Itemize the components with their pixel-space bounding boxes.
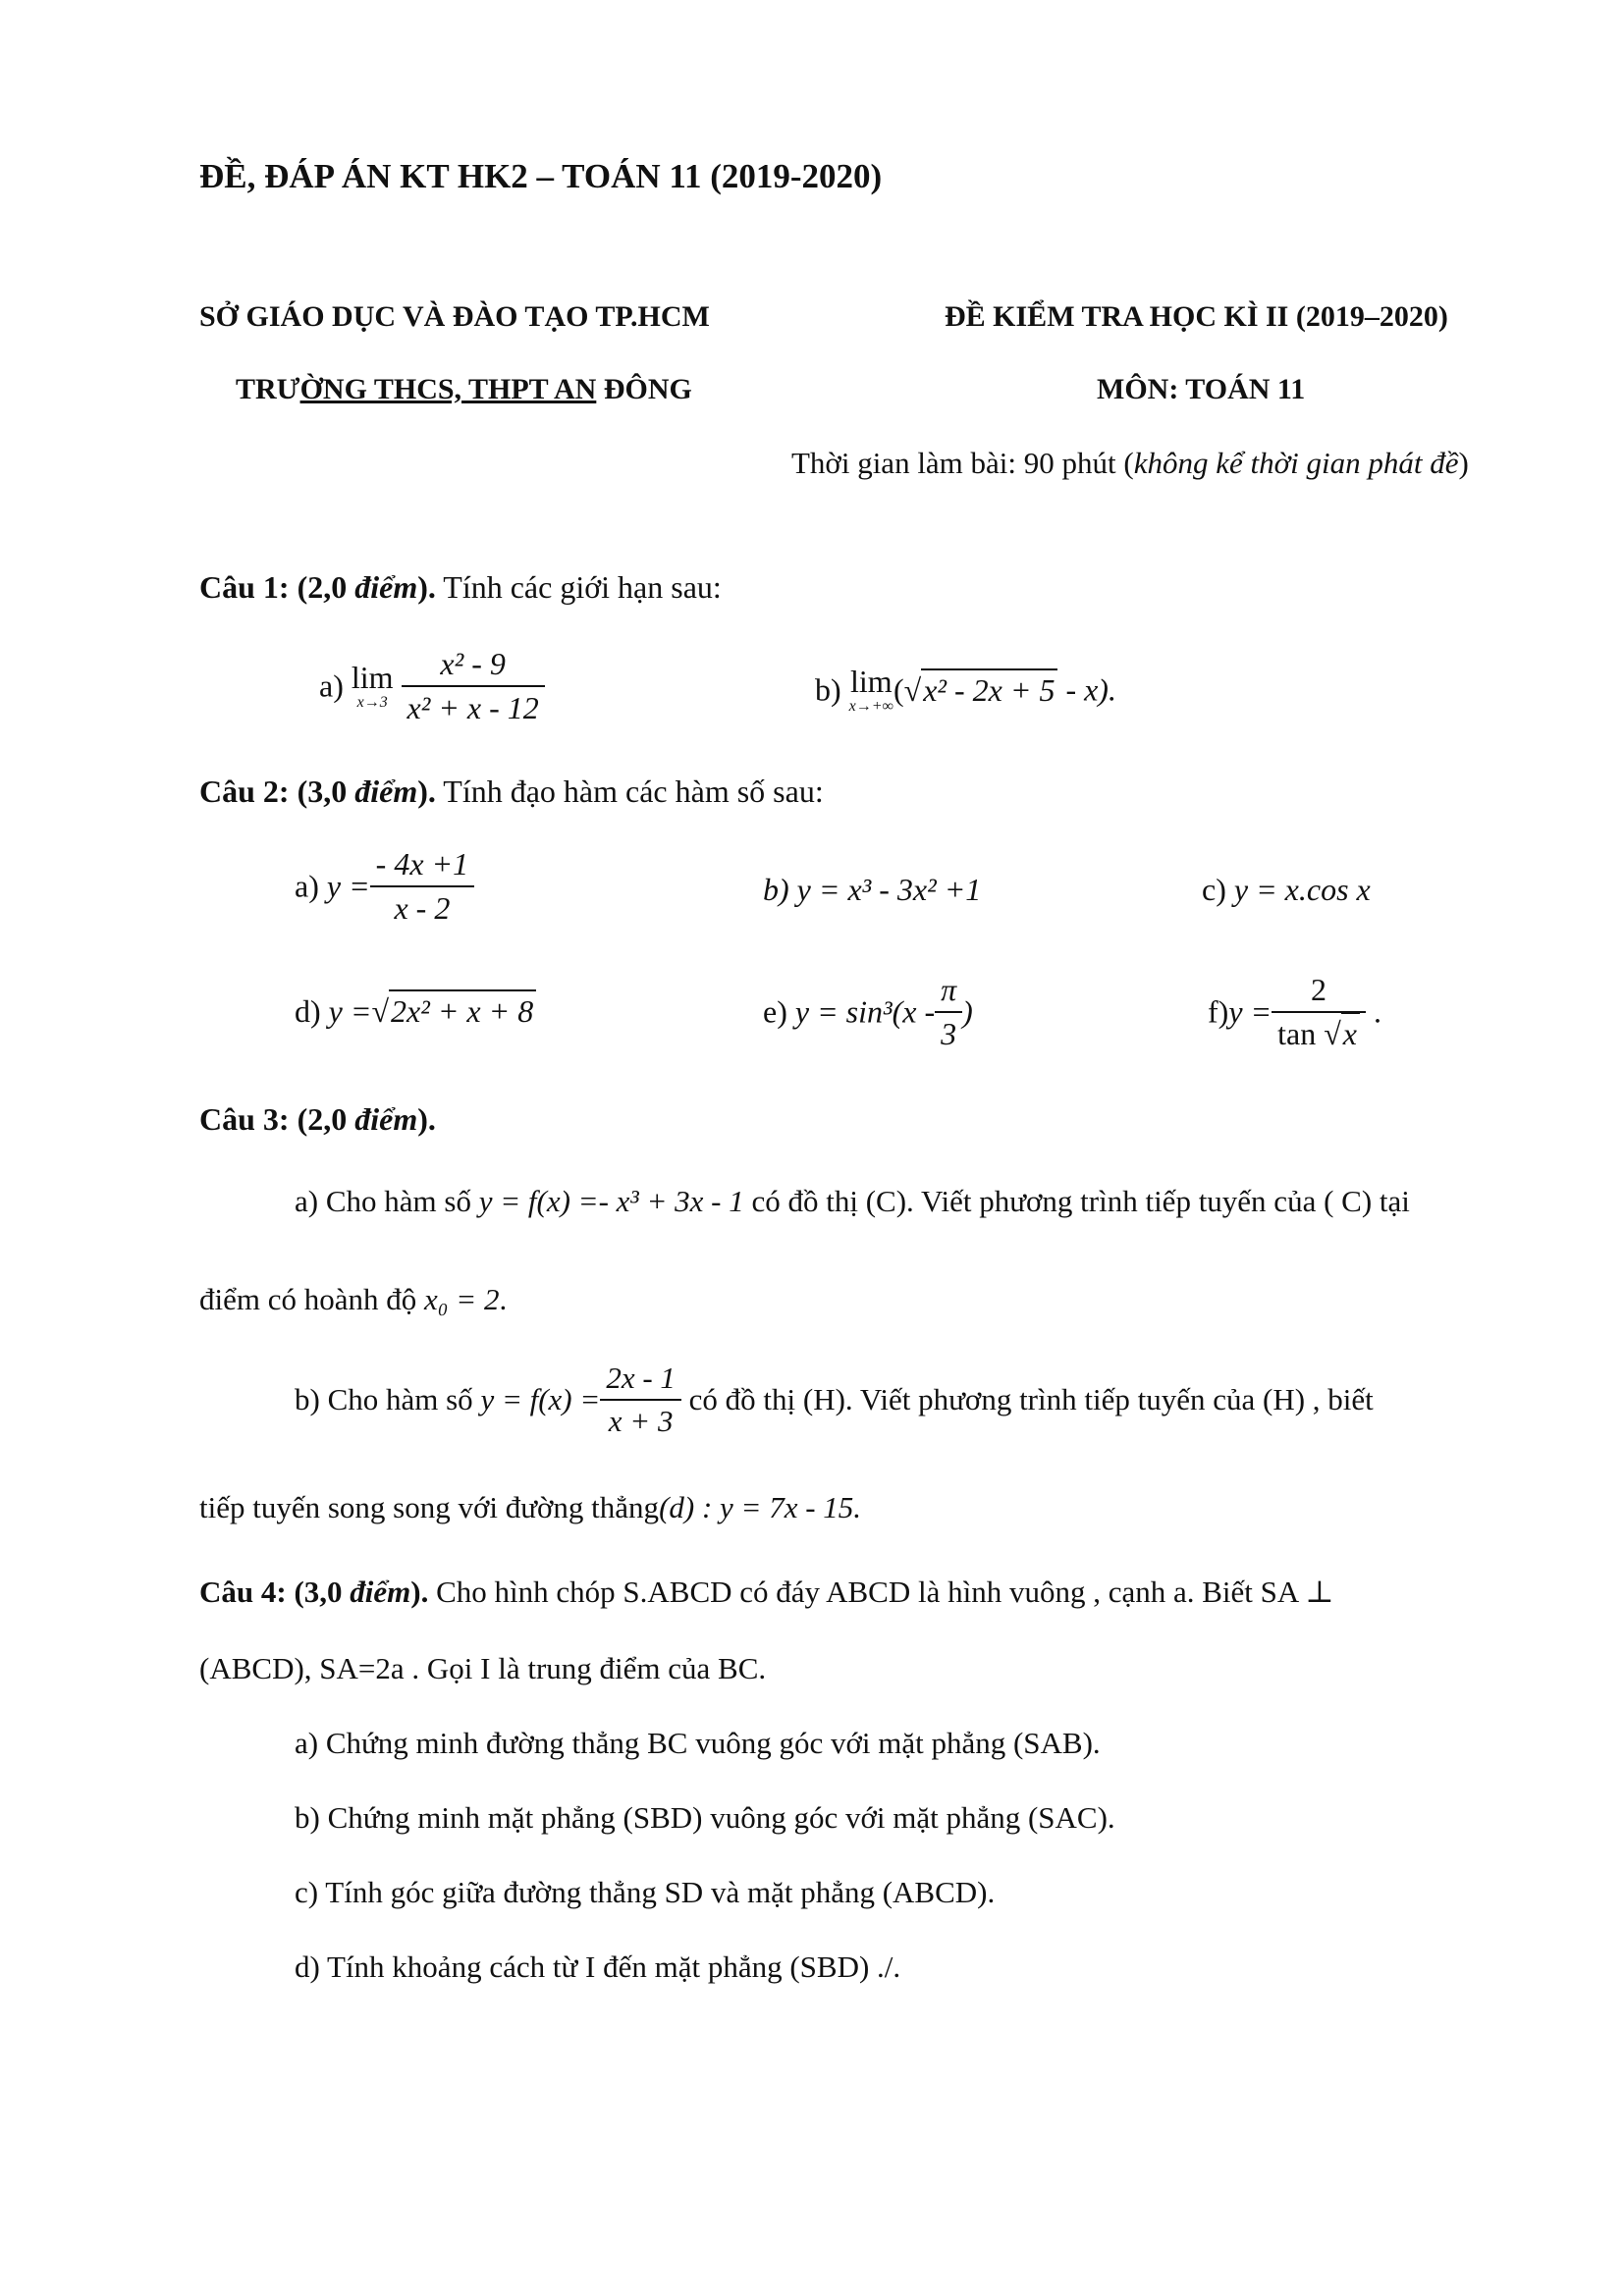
q3-b-lhs: y = f(x) = (480, 1382, 601, 1416)
q3-label-end: ). (417, 1101, 436, 1137)
q3-b-numerator: 2x - 1 (600, 1361, 681, 1401)
q2-a-lhs: y = (326, 868, 370, 904)
q2-e-close: ) (962, 993, 973, 1030)
q2-a-label: a) (295, 868, 319, 904)
q4-item-a: a) Chứng minh đường thẳng BC vuông góc với mặt phẳng (SAB). (295, 1726, 1101, 1760)
q2-e-lhs: y = sin³(x - (794, 993, 936, 1030)
q2-f-label: f) (1208, 993, 1229, 1030)
q2-e-denominator: 3 (941, 1016, 957, 1051)
q3-b-line2-pre: tiếp tuyến song song với đường thẳng (199, 1490, 660, 1524)
q1-b-limit (849, 666, 893, 715)
sqrt-icon: √ (371, 993, 390, 1029)
q1-a-limit (352, 662, 394, 711)
q1-b-tail: - x). (1057, 671, 1116, 708)
q2-a-numerator: - 4x +1 (370, 846, 474, 887)
q4-label-end: ). (410, 1575, 429, 1609)
q4-label: Câu 4: (3,0 (199, 1575, 351, 1609)
q3-a-x0: x₀ = 2 (424, 1282, 500, 1316)
time-close: ) (1458, 446, 1469, 480)
q1-a-numerator: x² - 9 (402, 646, 545, 687)
q3-item-a-line2 (199, 1282, 507, 1317)
q2-item-f (1208, 972, 1381, 1052)
q2-item-d (295, 993, 536, 1030)
q2-f-fraction (1272, 972, 1366, 1052)
q2-f-dot: . (1373, 993, 1381, 1030)
page-title: ĐỀ, ĐÁP ÁN KT HK2 – TOÁN 11 (2019-2020) (199, 157, 883, 195)
q2-item-b: b) y = x³ - 3x² +1 (763, 872, 982, 907)
q2-f-numerator: 2 (1272, 972, 1366, 1013)
subject-title: MÔN: TOÁN 11 (1097, 373, 1306, 405)
q2-f-tan: tan (1277, 1016, 1317, 1051)
q2-label: Câu 2: (3,0 (199, 774, 355, 809)
q2-c-label: c) (1202, 872, 1226, 907)
q1-item-b (815, 666, 1116, 715)
q1-b-radicand: x² - 2x + 5 (921, 668, 1057, 708)
q1-a-label: a) (319, 667, 344, 704)
q1-b-lim-sub: x→+∞ (848, 698, 893, 715)
q2-a-fraction (370, 846, 474, 927)
q2-item-e (763, 972, 973, 1052)
time-italic: không kể thời gian phát đề (1133, 446, 1459, 480)
q2-d-sqrt (371, 993, 536, 1030)
q4-item-c: c) Tính góc giữa đường thẳng SD và mặt phẳng (ABCD). (295, 1875, 996, 1909)
q1-a-lim-word: lim (351, 660, 394, 695)
q4-item-d: d) Tính khoảng cách từ I đến mặt phẳng (SBD) ./. (295, 1949, 901, 1984)
q3-points: điểm (354, 1101, 418, 1137)
q4-line2: (ABCD), SA=2a . Gọi I là trung điểm của BC. (199, 1651, 767, 1685)
q2-item-c (1202, 872, 1371, 908)
q3-b-fraction (600, 1361, 681, 1439)
exam-title: ĐỀ KIỂM TRA HỌC KÌ II (2019–2020) (945, 300, 1448, 333)
q1-b-lim-word: lim (849, 664, 893, 699)
question-1-heading (199, 569, 722, 606)
q3-a-function: y = f(x) =- x³ + 3x - 1 (478, 1184, 744, 1218)
question-3-heading (199, 1101, 436, 1138)
q2-d-radicand: 2x² + x + 8 (389, 989, 536, 1029)
school-name-underlined: ỜNG THCS, THPT AN (299, 373, 597, 405)
sqrt-icon: √ (1324, 1016, 1341, 1051)
q3-b-pre: b) Cho hàm số (295, 1382, 481, 1416)
question-2-heading (199, 774, 824, 810)
q2-d-lhs: y = (328, 993, 372, 1029)
q1-item-a (319, 646, 545, 726)
q3-a-pre: a) Cho hàm số (295, 1184, 479, 1218)
q2-f-denominator (1272, 1013, 1366, 1052)
q2-e-numerator: π (935, 972, 962, 1013)
department-name: SỞ GIÁO DỤC VÀ ĐÀO TẠO TP.HCM (199, 300, 710, 333)
school-name (236, 373, 692, 406)
q1-b-label: b) (815, 671, 841, 708)
q2-label-end: ). (417, 774, 436, 809)
time-normal: Thời gian làm bài: 90 phút ( (791, 446, 1134, 480)
q3-b-post: có đồ thị (H). Viết phương trình tiếp tuyến của (H) , biết (680, 1382, 1374, 1416)
question-4-heading (199, 1575, 1333, 1610)
q2-e-fraction (935, 972, 962, 1052)
q2-f-lhs: y = (1228, 993, 1272, 1030)
sqrt-icon: √ (903, 671, 922, 708)
q3-a-line2-pre: điểm có hoành độ (199, 1282, 425, 1316)
q1-a-fraction (402, 646, 545, 726)
q3-item-a-line1 (295, 1184, 1410, 1219)
q4-item-b: b) Chứng minh mặt phẳng (SBD) vuông góc với mặt phẳng (SAC). (295, 1800, 1115, 1835)
q3-b-line-eq: (d) : y = 7x - 15. (659, 1490, 862, 1524)
q2-d-label: d) (295, 993, 321, 1029)
q1-a-lim-sub: x→3 (356, 694, 388, 711)
q2-f-sqrt (1324, 1016, 1360, 1052)
q4-points: điểm (350, 1575, 411, 1609)
school-name-prefix: TRƯ (236, 373, 300, 405)
q3-a-line2-post: . (499, 1282, 508, 1316)
q3-item-b-line1 (295, 1361, 1374, 1439)
q1-b-open: ( (893, 671, 904, 708)
q3-b-denominator: x + 3 (608, 1404, 674, 1438)
q2-points: điểm (354, 774, 418, 809)
q1-label: Câu 1: (2,0 (199, 569, 355, 605)
q3-label: Câu 3: (2,0 (199, 1101, 355, 1137)
time-allowed (791, 446, 1469, 481)
q1-prompt: Tính các giới hạn sau: (435, 569, 722, 605)
q2-f-radicand: x (1341, 1012, 1360, 1051)
q3-item-b-line2 (199, 1490, 861, 1525)
q4-line1: Cho hình chóp S.ABCD có đáy ABCD là hình vuông , cạnh a. Biết SA ⊥ (428, 1575, 1334, 1609)
q2-item-a (295, 846, 474, 927)
q2-a-denominator: x - 2 (394, 890, 451, 926)
q2-prompt: Tính đạo hàm các hàm số sau: (435, 774, 824, 809)
q3-a-post: có đồ thị (C). Viết phương trình tiếp tuyến của ( C) tại (743, 1184, 1410, 1218)
q1-b-sqrt (904, 672, 1058, 709)
q2-e-label: e) (763, 993, 787, 1030)
q1-a-denominator: x² + x - 12 (406, 690, 539, 725)
q1-points: điểm (354, 569, 418, 605)
q1-label-end: ). (417, 569, 436, 605)
school-name-suffix: ĐÔNG (596, 373, 692, 405)
q2-c-expression: y = x.cos x (1233, 872, 1371, 907)
